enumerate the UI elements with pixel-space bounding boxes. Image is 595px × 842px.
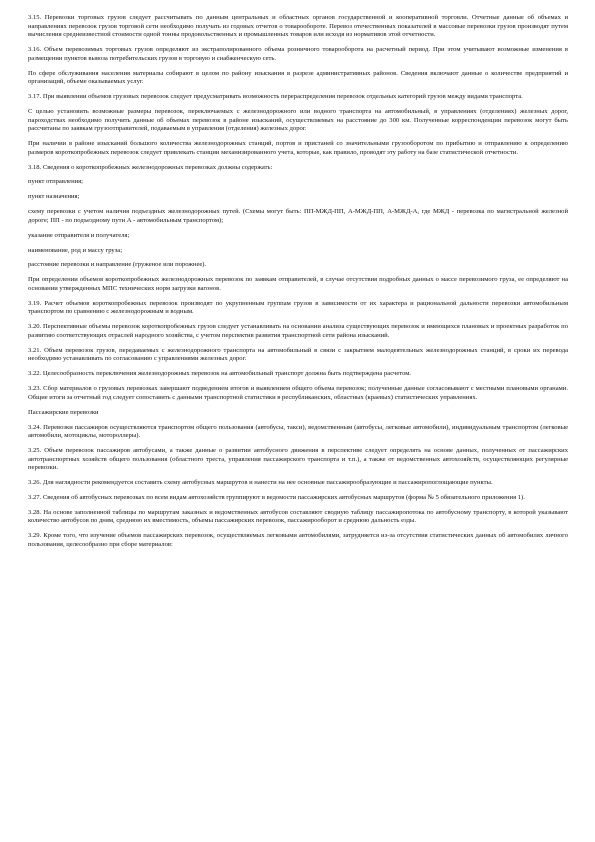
paragraph-3-25: 3.25. Объем перевозок пассажиров автобусами, а также данные о развитии автобусного движения в перспективе следует определять на основе данных, полученных от пассажирских автотранспортных хозяйств общего пользования (областного треста, управления пассажирского транспорта и т.п.), а также от ведомственных автохозяйств, осуществляющих регулярные перевозки. [28, 447, 568, 472]
list-item-scheme: схему перевозки с учетом наличия подъездных железнодорожных путей. (Схемы могут быть: ПП-МЖД-ПП, А-МЖД-ПП, А-МЖД-А, где МЖД - перевозка по магистральной железной дороге; ПП - по подъездному пути А - автомобильным транспортом); [28, 208, 568, 224]
paragraph-3-22: 3.22. Целесообразность переключения железнодорожных перевозок на автомобильный транспорт должна быть подтверждена расчетом. [28, 370, 412, 378]
paragraph-switch-transport: С целью установить возможные размеры перевозок, переключаемых с железнодорожного или водного транспорта на автомобильный, в управлениях (отделениях) железных дорог, пароходствах необходимо получить данные об объемах перевозок в районе изысканий, осуществляемых на расстояние до 300 км. Полученные корреспонденции перевозок могут быть рассчитаны по заявкам грузоотправителей, подаваемым в управления (отделения) железных дорог. [28, 107, 568, 133]
list-item-cargo: наименование, род и массу груза; [28, 246, 123, 254]
list-item-distance: расстояние перевозки и направление (груженое или порожнее). [28, 261, 207, 269]
paragraph-3-20: 3.20. Перспективные объемы перевозок короткопробежных грузов следует устанавливать на основании анализа существующих перевозок и имеющихся плановых и проектных разработок по развитию соответствующих отраслей народного хозяйства, с учетом перспектив развития транспортной сети района изысканий. [28, 323, 568, 339]
paragraph-3-17: 3.17. При выявлении объемов грузовых перевозок следует предусматривать возможность перераспределения перевозок отдельных категорий грузов между видами транспорта. [28, 93, 523, 101]
paragraph-3-29: 3.29. Кроме того, что изучение объемов пассажирских перевозок, осуществляемых легковыми автомобилями, затрудняется из-за отсутствия статистических данных об автомобилях личного пользования, целесообразно при сборе материалов: [28, 532, 568, 548]
document-page [28, 14, 568, 556]
paragraph-3-19: 3.19. Расчет объемов короткопробежных перевозок производят по укрупненным группам грузов в зависимости от их характера и рациональной дальности перевозки автомобильным транспортом по сравнению с железнодорожным и водным. [28, 299, 568, 316]
paragraph-3-18: 3.18. Сведения о короткопробежных железнодорожных перевозках должны содержать: [28, 163, 273, 171]
paragraph-3-28: 3.28. На основе заполненной таблицы по маршрутам заказных и ведомственных автобусов составляют сводную таблицу пассажиропотока по автобусному транспорту, в которой указывают количество автобусов по дням, среднюю их вместимость, объемы пассажирских перевозок, пассажирооборот и среднюю дальность езды. [28, 508, 568, 525]
list-item-destination: пункт назначения; [28, 193, 80, 201]
paragraph-3-15: 3.15. Перевозки торговых грузов следует рассчитывать по данным центральных и областных органов государственной и кооперативной торговли. Отчетные данные об объемах и направлениях перевозок грузов торговой сети необходимо получать из годовых отчетов о товарообороте. Перевоз отечественных показателей в массовые перевозки грузов производят путем вычисления среднеизвестной стоимости одной тонны продовольственных и промышленных товаров или исходя из нормативов этой отчетности. [28, 14, 568, 39]
section-heading-passenger: Пассажирские перевозки [28, 408, 99, 416]
paragraph-3-21: 3.21. Объем перевозок грузов, передаваемых с железнодорожного транспорта на автомобильный в связи с закрытием малодеятельных железнодорожных станций, в сроки их перевода необходимо устанавливать по согласованию с управлениями железных дорог. [28, 346, 568, 363]
paragraph-3-24: 3.24. Перевозки пассажиров осуществляются транспортом общего пользования (автобусы, такси), ведомственным (автобусы, легковые автомобили), индивидуальным транспортом (легковые автомобили, мотоциклы, мотороллеры). [28, 423, 568, 440]
paragraph-stations: При наличии в районе изысканий большого количества железнодорожных станций, портов и пристаней со значительными грузооборотом по прибытию и отправлению к определению размеров короткопробежных перевозок следует привлекать станции механизированного учета, которые, как правило, проводят эту работу на базе статистической отчетности. [28, 140, 568, 156]
paragraph-service-sphere: По сфере обслуживания населения материалы собирают в целом по району изыскания в разрезе административных районов. Сведения включают данные о количестве предприятий и организаций, объеме оказываемых услуг. [28, 69, 568, 86]
list-item-sender: указание отправителя и получателя; [28, 231, 130, 239]
paragraph-3-23: 3.23. Сбор материалов о грузовых перевозках завершают подведением итогов и выявлением общего объема перевозок; полученные данные согласовывают с местными плановыми органами. Общие итоги за отчетный год следует сопоставить с данными транспортной статистики в республиканских, областных (краевых) статистических управлениях. [28, 385, 568, 401]
paragraph-cargo-mass: При определении объемов короткопробежных железнодорожных перевозок по заявкам отправителей, в случае отсутствия подробных данных о массе перевозимого груза, ее определяют на основании утвержденных МПС технических норм загрузки вагонов. [28, 276, 568, 292]
paragraph-3-26: 3.26. Для наглядности рекомендуется составить схему автобусных маршрутов и нанести на нее основные пассажирообразующие и пассажиропоглощающие пункты. [28, 479, 493, 487]
paragraph-3-27: 3.27. Сведения об автобусных перевозках по всем видам автохозяйств группируют в ведомости пассажирских автобусных маршрутов (форма № 5 обязательного приложения 1). [28, 493, 525, 501]
list-item-departure: пункт отправления; [28, 178, 84, 186]
paragraph-3-16: 3.16. Объем перевозимых торговых грузов определяют из экстраполированного объема розничного товарооборота на расчетный период. При этом учитывают возможные изменения в размещении пунктов вывоза потребительских грузов в торговую и снабженческую сеть. [28, 46, 568, 62]
